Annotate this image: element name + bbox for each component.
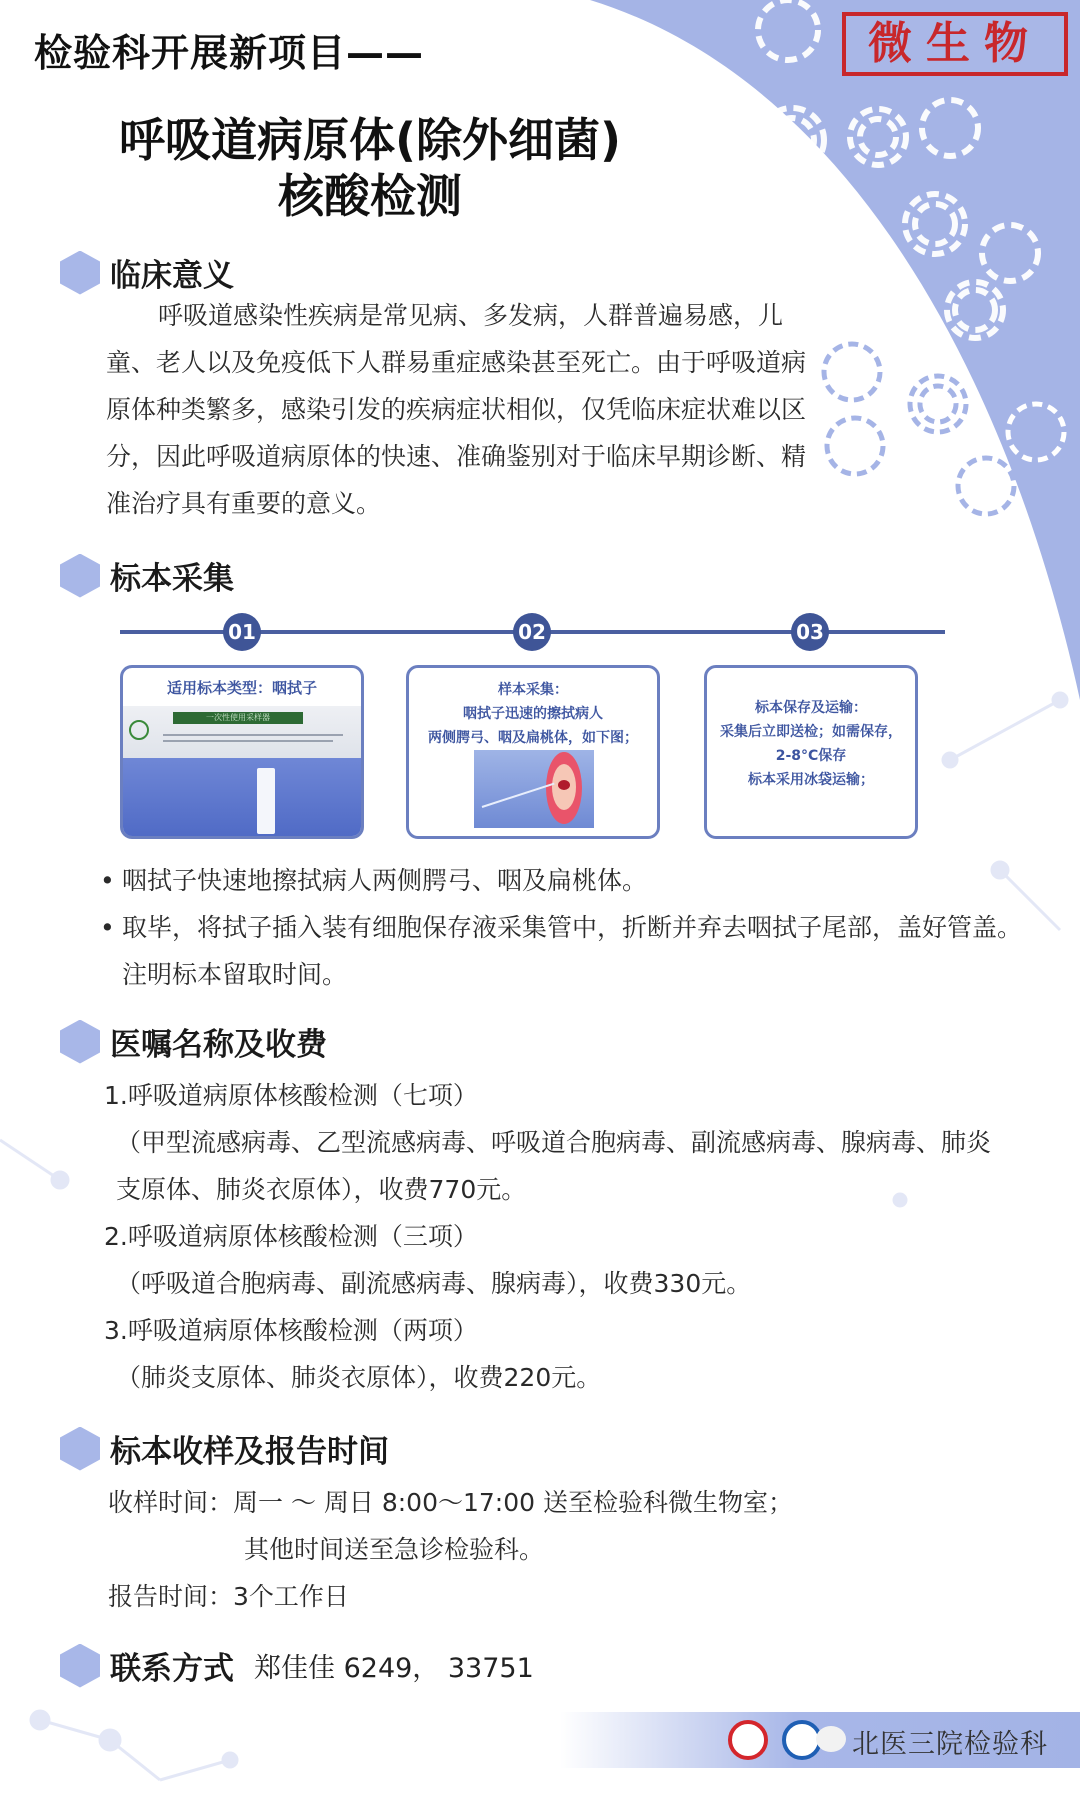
card-title: 适用标本类型：咽拭子 — [166, 679, 317, 697]
brand-logo-icon — [129, 720, 149, 740]
throat-swab-illustration — [474, 750, 594, 828]
receive-time-other: 其他时间送至急诊检验科。 — [244, 1535, 545, 1564]
hospital-logo-icon — [728, 1720, 768, 1760]
swab-package-image — [123, 706, 361, 758]
clinical-paragraph: 呼吸道感染性疾病是常见病、多发病，人群普遍易感，儿童、老人以及免疫低下人群易重症感染甚至死亡。由于呼吸道病原体种类繁多，感染引发的疾病症状相似，仅凭临床症状难以区分，因此呼吸道病原体的快速、准确鉴别对于临床早期诊断、精准治疗具有重要的意义。 — [106, 301, 807, 518]
order-name: 2.呼吸道病原体核酸检测（三项） — [104, 1222, 478, 1251]
step-card-03 — [704, 665, 918, 839]
footer-band — [560, 1712, 1080, 1768]
hexagon-icon — [60, 1020, 100, 1064]
report-time-row — [108, 1573, 1008, 1620]
section-title: 联系方式 — [110, 1651, 234, 1687]
page-title-line2: 核酸检测 — [278, 169, 462, 223]
section-header-timing — [60, 1426, 389, 1471]
report-time-value: 3个工作日 — [233, 1582, 349, 1611]
step-badge-03: 03 — [791, 613, 829, 651]
swab-stick-icon — [482, 783, 555, 808]
order-fee-list — [104, 1072, 1034, 1401]
step-card-01 — [120, 665, 364, 839]
hexagon-icon — [60, 251, 100, 295]
bullet-item: • 咽拭子快速地擦拭病人两侧腭弓、咽及扁桃体。 — [100, 857, 1030, 904]
receive-time-value: 周一 ～ 周日 8:00～17:00 送至检验科微生物室； — [233, 1488, 793, 1517]
section-title: 标本收样及报告时间 — [110, 1434, 389, 1470]
contact-value: 郑佳佳 6249， 33751 — [254, 1653, 534, 1684]
hexagon-icon — [60, 1644, 100, 1688]
order-name: 1.呼吸道病原体核酸检测（七项） — [104, 1081, 478, 1110]
card-line: 咽拭子迅速的擦拭病人 — [463, 706, 603, 722]
section-header-clinical — [60, 250, 234, 295]
sample-tube-image — [123, 758, 361, 839]
page-title-line1: 呼吸道病原体(除外细菌) — [118, 113, 622, 167]
order-detail: （甲型流感病毒、乙型流感病毒、呼吸道合胞病毒、副流感病毒、腺病毒、肺炎支原体、肺炎衣原体），收费770元。 — [116, 1128, 992, 1204]
receive-time-label: 收样时间： — [108, 1488, 234, 1517]
hexagon-icon — [60, 554, 100, 598]
microbiology-stamp: 微生物 — [842, 12, 1068, 76]
step-card-02 — [406, 665, 660, 839]
wechat-icon — [816, 1726, 846, 1752]
step-badge-01: 01 — [223, 613, 261, 651]
order-name: 3.呼吸道病原体核酸检测（两项） — [104, 1316, 478, 1345]
bullet-item: • 取毕，将拭子插入装有细胞保存液采集管中，折断并弃去咽拭子尾部，盖好管盖。注明标本留取时间。 — [100, 904, 1022, 998]
card-line: 标本采用冰袋运输； — [748, 772, 874, 788]
section-header-contact — [60, 1643, 534, 1688]
receive-time-row — [108, 1479, 1008, 1526]
order-detail: （呼吸道合胞病毒、副流感病毒、腺病毒），收费330元。 — [116, 1269, 752, 1298]
hexagon-icon — [60, 1427, 100, 1471]
order-detail: （肺炎支原体、肺炎衣原体），收费220元。 — [116, 1363, 602, 1392]
section-title: 临床意义 — [110, 258, 234, 294]
page-title — [60, 112, 680, 224]
step-badge-02: 02 — [513, 613, 551, 651]
kicker-title: 检验科开展新项目—— — [34, 31, 425, 75]
sample-tube-icon — [257, 768, 275, 834]
footer-text: 北医三院检验科 — [852, 1729, 1048, 1760]
card-line: 样本采集： — [498, 682, 568, 698]
card-line: 2-8°C保存 — [775, 748, 847, 764]
report-time-label: 报告时间： — [108, 1582, 234, 1611]
section-title: 标本采集 — [110, 561, 234, 597]
collection-bullets — [100, 857, 1030, 998]
collection-timeline — [120, 613, 945, 653]
package-label: 一次性使用采样器 — [173, 712, 303, 724]
card-line: 标本保存及运输： — [755, 700, 867, 716]
section-header-collection — [60, 553, 234, 598]
section-header-orders — [60, 1019, 327, 1064]
timing-details — [108, 1479, 1008, 1620]
section-title: 医嘱名称及收费 — [110, 1027, 327, 1063]
card-line: 两侧腭弓、咽及扁桃体，如下图； — [428, 730, 638, 746]
card-line: 采集后立即送检；如需保存， — [720, 724, 902, 740]
